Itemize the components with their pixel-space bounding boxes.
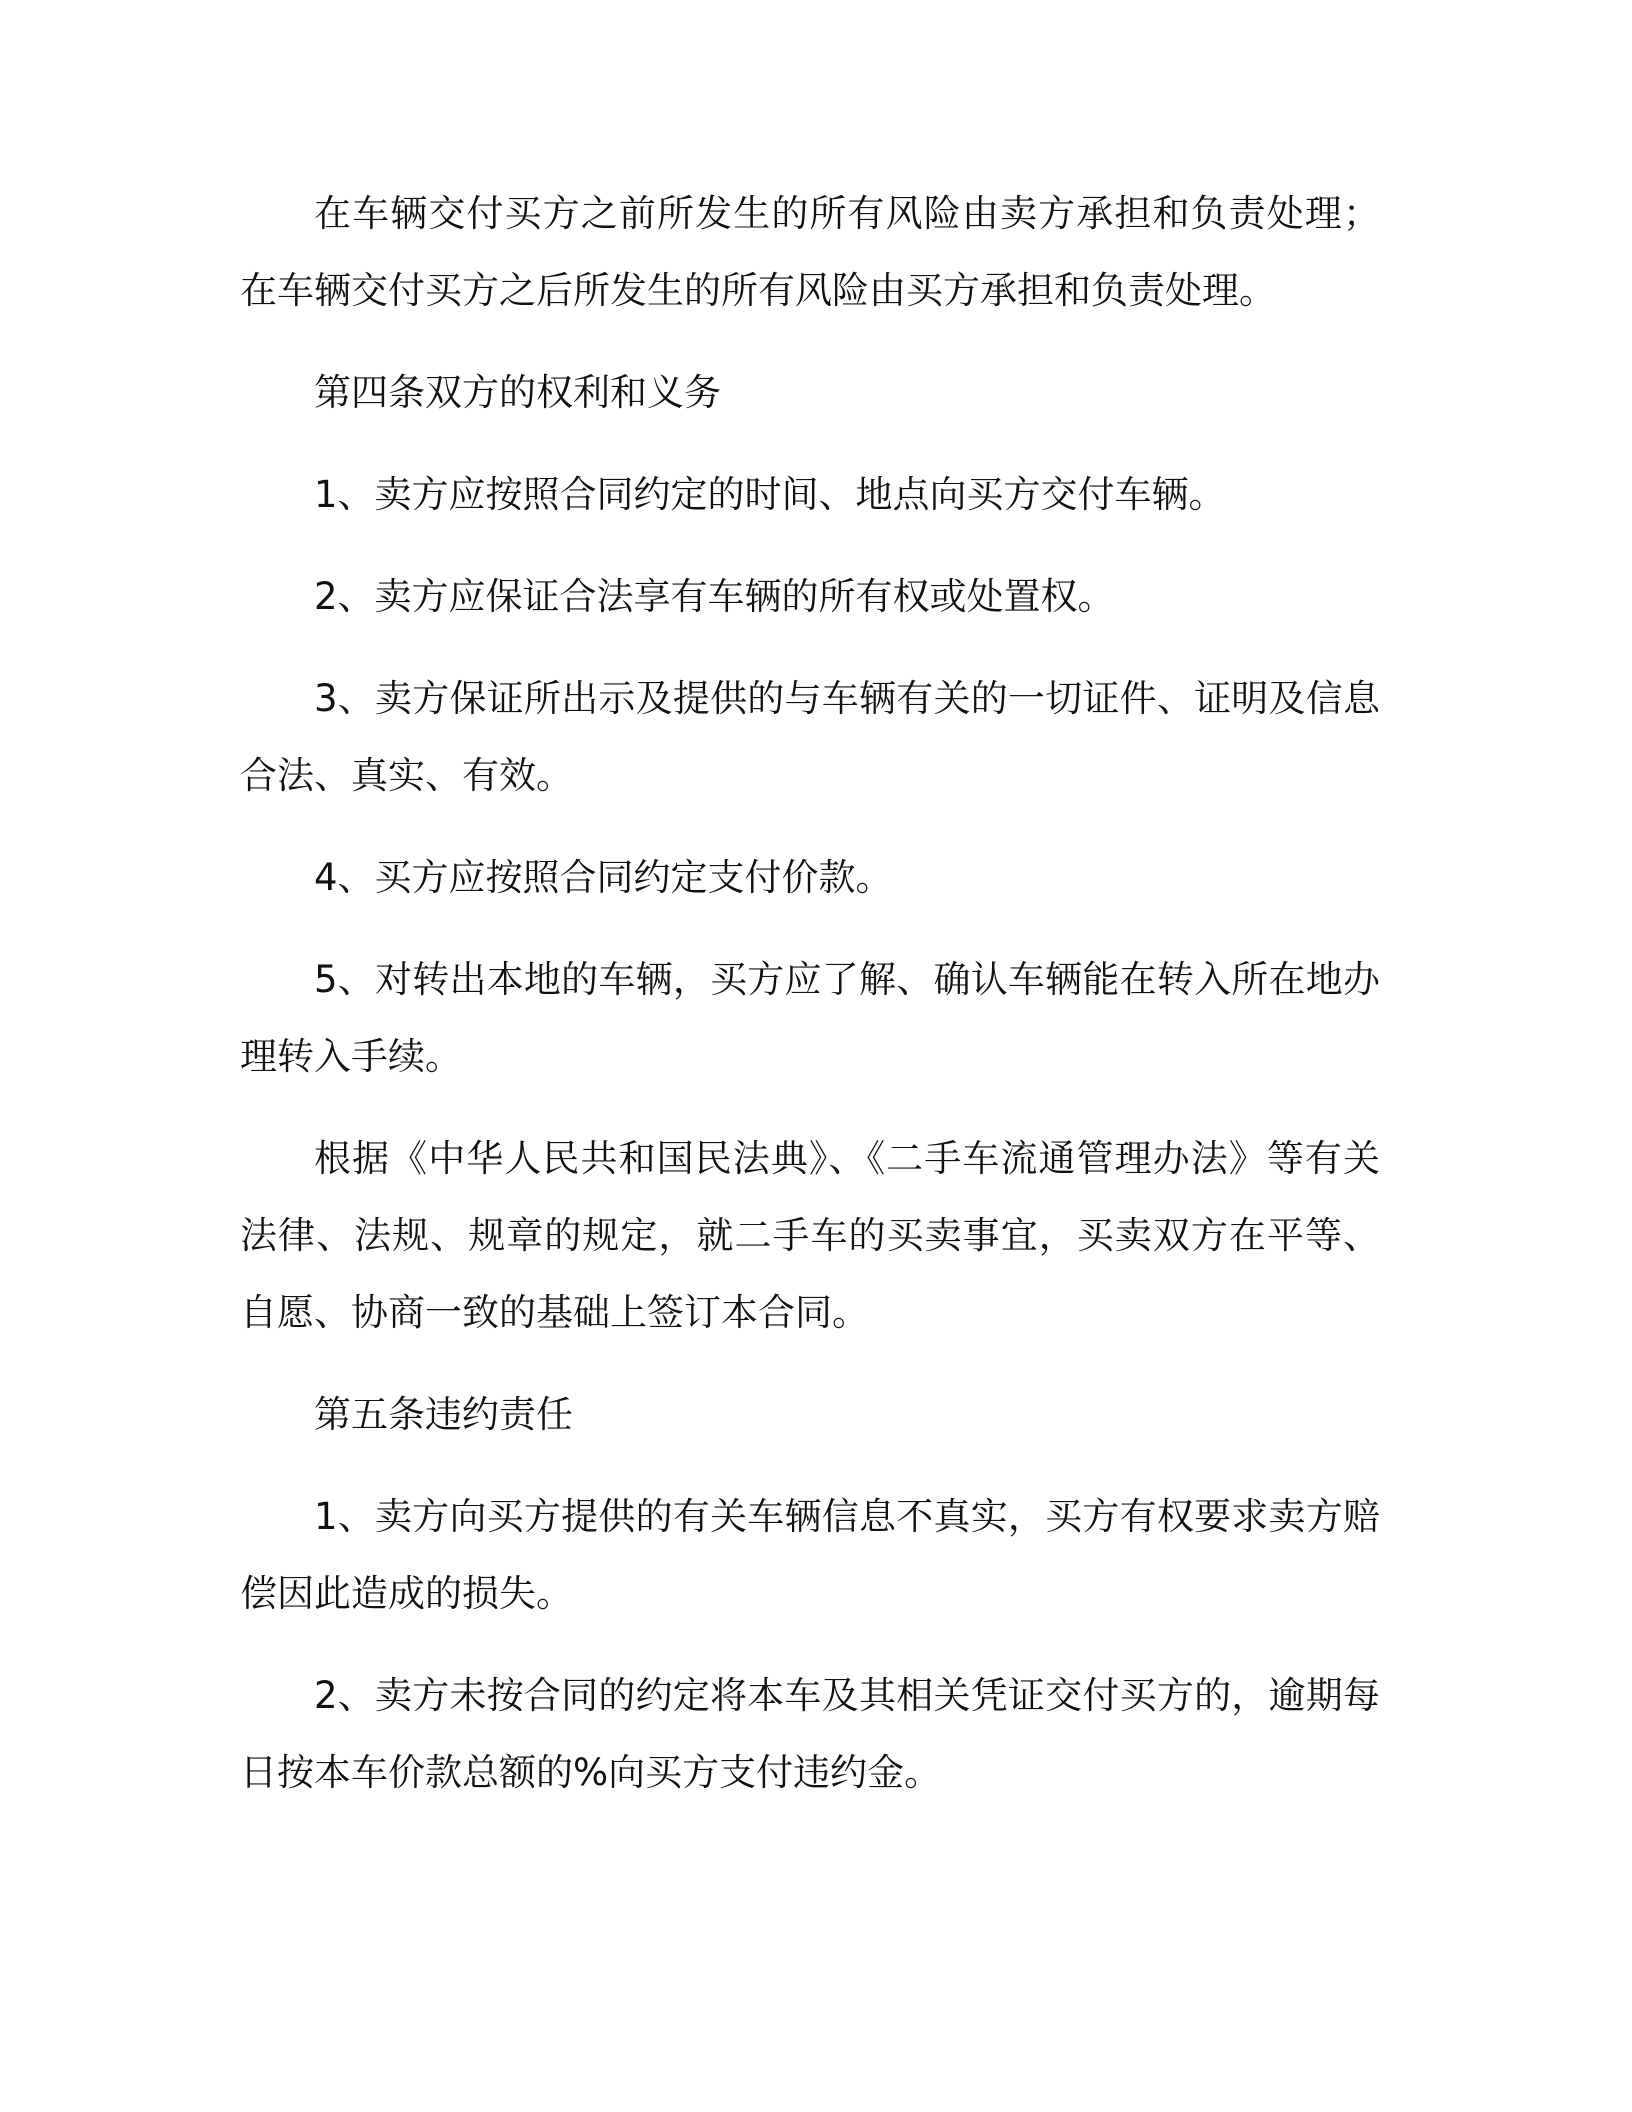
article-5-item-1: 1、卖方向买方提供的有关车辆信息不真实，买方有权要求卖方赔偿因此造成的损失。	[240, 1495, 1380, 1615]
paragraph-risk-allocation: 在车辆交付买方之前所发生的所有风险由卖方承担和负责处理；在车辆交付买方之后所发生的所有风险由买方承担和负责处理。	[240, 192, 1380, 312]
article-5-item-2: 2、卖方未按合同的约定将本车及其相关凭证交付买方的，逾期每日按本车价款总额的%向买方支付违约金。	[240, 1674, 1380, 1794]
article-4-heading: 第四条双方的权利和义务	[314, 371, 721, 414]
article-4-item-2: 2、卖方应保证合法享有车辆的所有权或处置权。	[314, 575, 1115, 618]
article-4-item-1: 1、卖方应按照合同约定的时间、地点向买方交付车辆。	[314, 473, 1226, 516]
article-4-item-4: 4、买方应按照合同约定支付价款。	[314, 856, 893, 899]
article-4-item-3: 3、卖方保证所出示及提供的与车辆有关的一切证件、证明及信息合法、真实、有效。	[240, 677, 1380, 797]
article-5-heading: 第五条违约责任	[314, 1393, 573, 1436]
article-4-item-5: 5、对转出本地的车辆，买方应了解、确认车辆能在转入所在地办理转入手续。	[240, 958, 1380, 1078]
paragraph-legal-basis: 根据《中华人民共和国民法典》、《二手车流通管理办法》等有关法律、法规、规章的规定，就二手车的买卖事宜，买卖双方在平等、自愿、协商一致的基础上签订本合同。	[240, 1137, 1380, 1334]
document-body	[240, 175, 1380, 1836]
